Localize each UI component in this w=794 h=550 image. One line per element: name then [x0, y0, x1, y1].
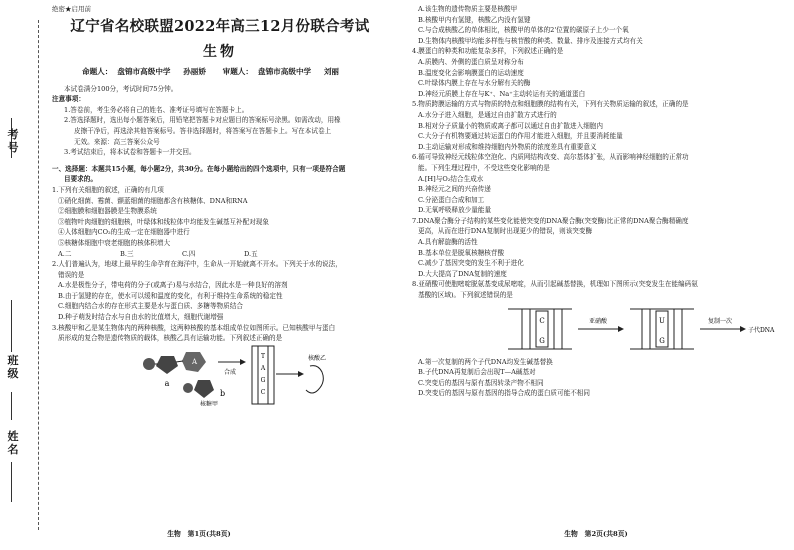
binding-line: [11, 300, 12, 352]
exam-title: 辽宁省名校联盟2022年高三12月份联合考试: [70, 17, 370, 35]
q3-option-b[interactable]: B.核酸甲内有氢键，核酸乙内没有氢键: [418, 15, 531, 24]
unit-b-label: b: [220, 388, 226, 398]
cut-line: [38, 20, 39, 530]
arrow-head: [740, 326, 746, 332]
section-heading-cont: 目要求的。: [64, 175, 97, 184]
q8-option-b[interactable]: B.子代DNA再复制后会出现T—A碱基对: [418, 368, 536, 377]
q8-stem: 8.亚硝酸可使胞嘧啶脱氨基变成尿嘧啶，从而引起碱基替换，机理如下图所示(突变发生在能编码氨: [412, 280, 698, 289]
arrow1-label: 亚硝酸: [588, 317, 608, 325]
subject-title: 生物: [203, 43, 237, 60]
q1-stem: 1.下列有关细胞的叙述，正确的有几项: [52, 185, 164, 194]
author-name: 孙丽娇: [183, 66, 206, 76]
q2-stem-cont: 错误的是: [58, 270, 85, 279]
q4-option-d[interactable]: D.神经元质膜上存在与K⁺、Na⁺主动转运有关的通道蛋白: [418, 89, 586, 98]
right-column: [412, 4, 784, 399]
q3-stem: 3.核酸甲和乙是某生物体内的两种核酸，这两种核酸的基本组成单位如图所示。已知核酸甲与蛋白: [52, 323, 336, 332]
left-bottom-base: G: [539, 336, 545, 345]
section-heading: 一、选择题：本题共15小题，每小题2分，共30分。在每小题给出的四个选项中，只有一项是符合题: [52, 164, 346, 173]
bond-line: [176, 361, 183, 362]
left-column: [52, 4, 388, 406]
q1-item: ①硝化细菌、霉菌、颤蓝细菌的细胞都含有核糖体、DNA和RNA: [58, 196, 248, 205]
q7-option-d[interactable]: D.大大提高了DNA复制的速度: [418, 269, 507, 278]
q6-option-d[interactable]: D.无氧呼吸释放少量能量: [418, 206, 492, 215]
acid-b-label: 核酸乙: [308, 354, 327, 362]
q8-stem-cont: 基酸的区域)。下列叙述错误的是: [418, 291, 513, 300]
q2-stem: 2.人们普遍认为，地球上最早的生命孕育在海洋中，生命从一开始就离不开水。下列关于水的说法，: [52, 260, 342, 269]
base-substitution-diagram: [412, 303, 784, 357]
binding-strip: [0, 0, 46, 550]
reviewer-name: 刘丽: [323, 66, 339, 76]
sugar-pentagon: [194, 380, 214, 398]
q1-choice-a[interactable]: A.二: [58, 249, 72, 258]
nucleotide-label: 核糖甲: [200, 400, 219, 406]
strand-base: T: [260, 352, 266, 360]
q6-stem-cont: 能。下列生理过程中，不受这些变化影响的是: [418, 163, 550, 172]
right-page: [398, 0, 794, 550]
q3-option-c[interactable]: C.与合成核酸乙的单体相比，核酸甲的单体的2'位置的碳原子上少一个氧: [418, 26, 629, 35]
q8-option-c[interactable]: C.突变后的基因与原有基因转录产物不相同: [418, 378, 544, 387]
q7-option-c[interactable]: C.减少了基因突变的发生不利于进化: [418, 259, 524, 268]
unit-a-label: a: [164, 378, 170, 388]
result-label: 子代DNA: [748, 326, 775, 334]
base-letter: A: [192, 357, 198, 366]
notice-title: 注意事项：: [52, 95, 85, 104]
q7-option-a[interactable]: A.具有解旋酶的活性: [418, 238, 478, 247]
q3-stem-cont: 质形成的复合物是遗传物质的载体，核酸乙具有运输功能。下列叙述正确的是: [58, 334, 283, 343]
q8-figure: [412, 303, 784, 357]
nucleotide-diagram: [52, 344, 388, 406]
q1-item: ③植物叶肉细胞的细胞核，叶绿体和线粒体中均能发生碱基互补配对现象: [58, 217, 269, 226]
author-school: 盘锦市高级中学: [117, 66, 171, 76]
q2-option-d[interactable]: D.种子萌发时结合水与自由水的比值增大，细胞代谢增强: [58, 313, 224, 322]
left-footer: 生物 第1页(共8页): [167, 530, 231, 538]
name-label: 姓名: [7, 430, 19, 456]
q1-choice-b[interactable]: B.三: [120, 249, 134, 258]
arrow-head: [618, 326, 624, 332]
q6-stem: 6.循可导致神经元线粒体空泡化、内质网结构改变、高尔基体扩张，从而影响神经细胞的正常功: [412, 153, 689, 162]
q8-option-d[interactable]: D.突变后的基因与原有基因的指导合成的蛋白质可能不相同: [418, 389, 590, 398]
q8-option-a[interactable]: A.第一次复制的两个子代DNA均发生碱基替换: [418, 357, 553, 366]
q5-option-a[interactable]: A.水分子进入细胞，是通过自由扩散方式进行的: [418, 110, 557, 119]
arrow-head: [298, 371, 304, 377]
arrow-head: [240, 359, 246, 365]
notice-item: 皮擦干净后，再选涂其他答案标号。答非选择题时，将答案写在答题卡上。写在本试卷上: [74, 126, 332, 135]
q5-option-d[interactable]: D.主动运输对形成和维持细胞内外物质的浓度差具有重要意义: [418, 142, 597, 151]
q4-option-a[interactable]: A.质膜内、外侧的蛋白质呈对称分布: [418, 57, 524, 66]
q1-choice-d[interactable]: D.五: [244, 249, 258, 258]
arrow2-label: 复制一次: [707, 317, 733, 325]
reviewer-school: 盘锦市高级中学: [258, 66, 312, 76]
sugar-pentagon: [156, 356, 178, 374]
q5-option-b[interactable]: B.相对分子质量小的物质或离子都可以通过自由扩散进入细胞内: [418, 121, 603, 130]
left-top-base: C: [539, 316, 545, 325]
q6-option-a[interactable]: A.[H]与O₂结合生成水: [418, 174, 484, 183]
q1-item: ⑤核糖体细胞中衰老细胞的核体积增大: [58, 238, 171, 247]
notice-item: 无效。来源：高三答案公众号: [74, 137, 160, 146]
q6-option-c[interactable]: C.分泌蛋白合成和加工: [418, 195, 485, 204]
q1-choices: [52, 249, 388, 260]
binding-line: [11, 392, 12, 420]
q1-choice-c[interactable]: C.四: [182, 249, 196, 258]
intro-text: 本试卷满分100分，考试时间75分钟。: [64, 84, 178, 93]
q7-stem-cont: 更高，从而在进行DNA复制时出现更少的错误，则该突变酶: [418, 227, 593, 236]
notice-item: 3.考试结束后，将本试卷和答题卡一并交回。: [64, 148, 196, 157]
strand-base: C: [260, 388, 266, 396]
q2-option-a[interactable]: A.水是极性分子，带电荷的分子(或离子)易与水结合，因此水是一种良好的溶剂: [58, 281, 288, 290]
q5-stem: 5.物质跨膜运输的方式与物质的特点和细胞膜的结构有关，下列有关物质运输的叙述，正确的是: [412, 100, 689, 109]
strand-base: A: [260, 364, 266, 372]
author-label: 命题人：: [82, 66, 113, 76]
q7-option-b[interactable]: B.基本单位是脱氧核糖核苷酸: [418, 248, 505, 257]
q1-item: ②细胞膜和细胞器膜是生物膜系统: [58, 207, 157, 216]
synth-label: 合成: [224, 368, 237, 376]
exam-number-label: 考号: [7, 128, 19, 154]
reviewer-label: 审题人：: [222, 66, 253, 76]
q2-option-c[interactable]: C.细胞内结合水的存在形式主要是水与蛋白质、多糖等物质结合: [58, 302, 243, 311]
class-label: 班级: [7, 354, 19, 380]
phosphate-circle: [143, 358, 155, 370]
authors-line: [52, 65, 388, 79]
right-footer: 生物 第2页(共8页): [564, 530, 628, 538]
q6-option-b[interactable]: B.神经元之间的兴奋传递: [418, 185, 491, 194]
q4-option-c[interactable]: C.叶绿体内膜上存在与水分解有关的酶: [418, 79, 531, 88]
q3-option-a[interactable]: A.该生物的遗传物质主要是核酸甲: [418, 5, 518, 13]
q2-option-b[interactable]: B.由于氢键的存在，使水可以缓和温度的变化，有利于维持生命系统的稳定性: [58, 291, 283, 300]
binding-line: [11, 462, 12, 502]
notice-item: 2.答选择题时，选出每小题答案后，用铅笔把答题卡对应题目的答案标号涂黑。如需改动，用橡: [64, 116, 341, 125]
phosphate-circle: [183, 383, 193, 393]
notice-item: 1.答卷前，考生务必将自己的姓名、准考证号填写在答题卡上。: [64, 105, 249, 114]
q7-stem: 7.DNA聚合酶分子结构的某些变化能使突变的DNA聚合酶(突变酶)比正常的DNA聚合酶精确度: [412, 216, 689, 225]
q3-option-d[interactable]: D.生物体内核酸甲均能多样性与核苷酸的种类、数量、排序及连接方式均有关: [418, 36, 643, 45]
trna-shape: [306, 365, 323, 392]
q4-stem: 4.膜蛋白的种类和功能复杂多样，下列叙述正确的是: [412, 47, 564, 56]
mid-top-base: U: [659, 316, 665, 325]
mid-bottom-base: G: [659, 336, 665, 345]
secret-mark: 绝密★启用前: [52, 5, 91, 13]
q1-item: ④人体细胞内CO₂的生成一定在细胞器中进行: [58, 228, 190, 237]
q5-option-c[interactable]: C.大分子有机物要通过转运蛋白的作用才能进入细胞，并且要消耗能量: [418, 132, 623, 141]
q3-figure: [52, 344, 388, 406]
strand-base: G: [260, 376, 266, 384]
q4-option-b[interactable]: B.温度变化会影响膜蛋白的运动速度: [418, 68, 524, 77]
